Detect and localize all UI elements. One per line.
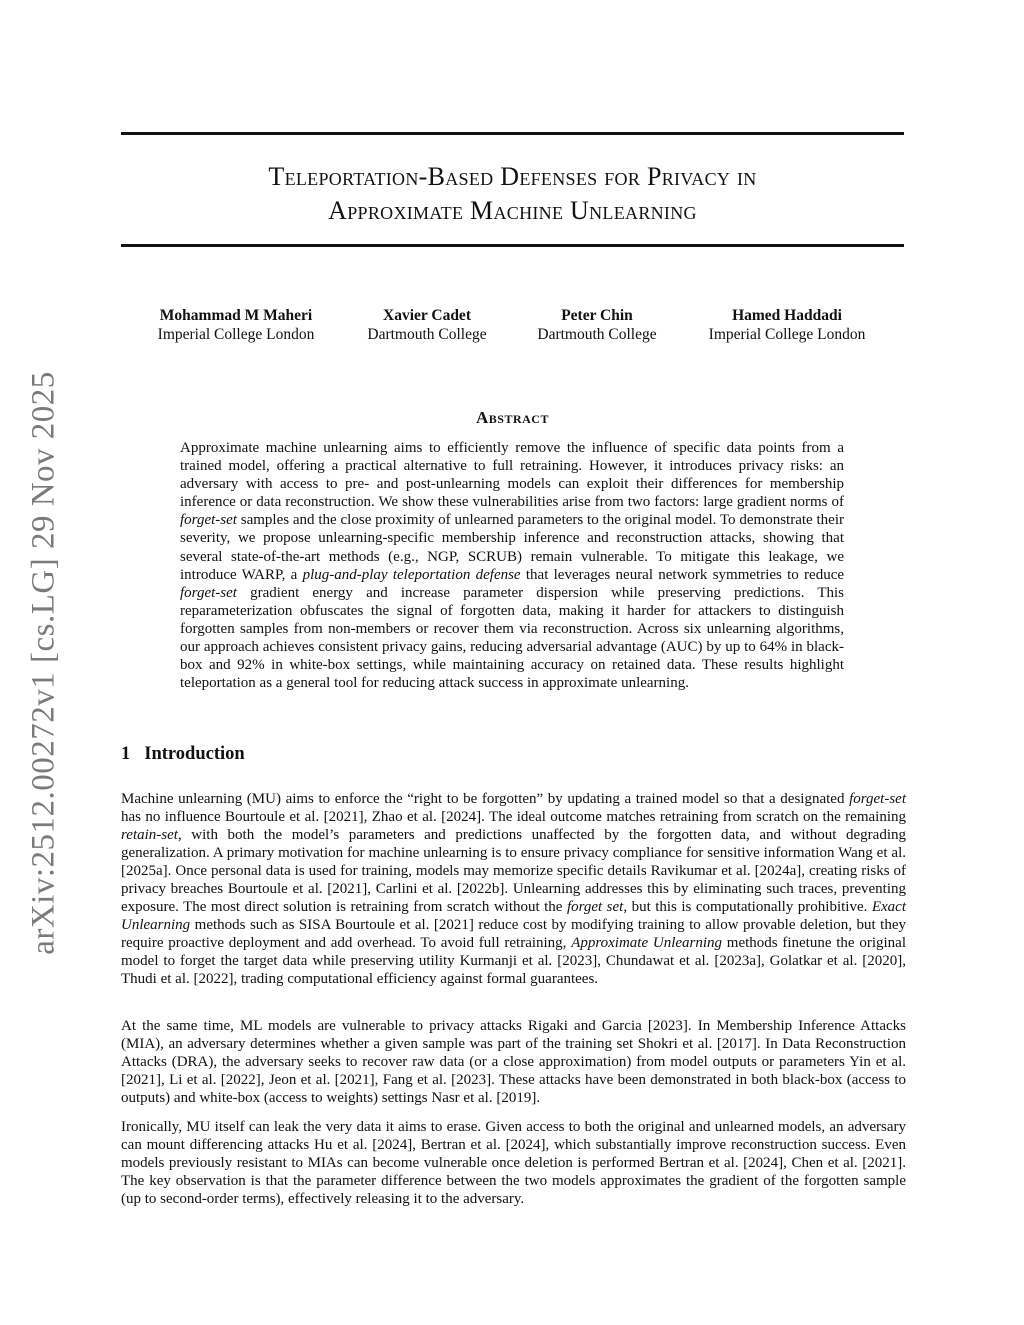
abstract-emphasis: plug-and-play teleportation defense <box>302 566 521 583</box>
paper-title <box>121 160 904 228</box>
abstract-body <box>180 439 844 692</box>
title-bottom-rule <box>121 244 904 247</box>
author-name: Hamed Haddadi <box>732 307 842 324</box>
para-emphasis: forget set <box>566 899 624 916</box>
abstract-emphasis: forget-set <box>180 512 237 529</box>
abstract-text: that leverages neural network symmetries to reduce <box>520 566 845 583</box>
author-4 <box>677 306 897 344</box>
abstract-text: gradient energy and increase parameter dispersion while preserving predictions. This reparameterization obfuscates the signal of forgotten data, making it harder for attackers to distinguish forgotten samples from non-members or recover them via reconstruction. Across six unlearning algorithms, our approach achieves consistent privacy gains, reducing adversarial advantage (AUC) by up to 64% in black-box and 92% in white-box settings, while maintaining accuracy on retained data. These results highlight teleportation as a general tool for reducing attack success in approximate unlearning. <box>180 584 844 692</box>
arxiv-stamp-text: arXiv:2512.00272v1 [cs.LG] 29 Nov 2025 <box>25 371 62 955</box>
intro-paragraph-2: At the same time, ML models are vulnerable to privacy attacks Rigaki and Garcia [2023]. In Membership Inference Attacks (MIA), an adversary determines whether a given sample was part of the training set Shokri et al. [2017]. In Data Reconstruction Attacks (DRA), the adversary seeks to recover raw data (or a close approximation) from model outputs or parameters Yin et al. [2021], Li et al. [2022], Jeon et al. [2021], Fang et al. [2023]. These attacks have been demonstrated in both black-box (access to outputs) and white-box (access to weights) settings Nasr et al. [2019]. <box>121 1018 906 1107</box>
author-name: Mohammad M Maheri <box>159 307 313 324</box>
title-top-rule <box>121 132 904 135</box>
abstract-text: samples and the close proximity of unlearned parameters to the original model. To demonstrate their severity, we propose unlearning-specific membership inference and reconstruction attacks, showing that several state-of-the-art methods (e.g., NGP, SCRUB) remain vulnerable. To mitigate this leakage, we introduce WARP, a <box>180 512 844 583</box>
author-name: Xavier Cadet <box>383 307 471 324</box>
para-text: Machine unlearning (MU) aims to enforce the “right to be forgotten” by updating a trained model so that a designated <box>121 791 850 807</box>
author-1 <box>126 306 346 344</box>
para-emphasis: retain-set <box>121 827 178 844</box>
para-text: has no influence Bourtoule et al. [2021], Zhao et al. [2024]. The ideal outcome matches retraining from scratch on the remaining <box>121 809 906 826</box>
para-emphasis: forget-set <box>849 791 906 807</box>
para-text: methods finetune the original model to forget the target data while preserving utility Kurmanji et al. [2023], Chundawat et al. [2023a], Golatkar et al. [2020], Thudi et al. [2022], trading computational efficiency against formal guarantees. <box>121 935 906 988</box>
para-text: , but this is computationally prohibitive. <box>623 899 872 916</box>
intro-paragraph-1 <box>121 790 906 989</box>
author-3 <box>487 306 707 344</box>
abstract-emphasis: forget-set <box>180 584 237 601</box>
author-affiliation: Dartmouth College <box>367 326 487 343</box>
author-name: Peter Chin <box>561 307 633 324</box>
abstract-heading: Abstract <box>476 408 549 427</box>
paper-title-line-2: Approximate Machine Unlearning <box>328 196 697 225</box>
para-emphasis: Exact Unlearning <box>121 899 907 934</box>
para-text: , with both the model’s parameters and predictions unaffected by the forgotten data, and without degrading generalization. A primary motivation for machine unlearning is to ensure privacy compliance for sensitive information Wang et al. [2025a]. Once personal data is used for training, models may memorize specific details Ravikumar et al. [2024a], creating risks of privacy breaches Bourtoule et al. [2021], Carlini et al. [2022b]. Unlearning addresses this by eliminating such traces, preventing exposure. The most direct solution is retraining from scratch without the <box>121 827 906 916</box>
section-title: Introduction <box>144 744 245 764</box>
author-affiliation: Imperial College London <box>708 326 866 343</box>
paper-title-line-1: Teleportation-Based Defenses for Privacy in <box>268 162 757 191</box>
section-heading-introduction <box>121 744 245 765</box>
abstract-text: Approximate machine unlearning aims to efficiently remove the influence of specific data points from a trained model, offering a practical alternative to full retraining. However, it introduces privacy risks: an adversary with access to pre- and post-unlearning models can exploit their differences for membership inference or data reconstruction. We show these vulnerabilities arise from two factors: large gradient norms of <box>180 440 844 511</box>
author-affiliation: Imperial College London <box>157 326 315 343</box>
section-number: 1 <box>121 744 131 764</box>
author-affiliation: Dartmouth College <box>537 326 657 343</box>
intro-paragraph-3: Ironically, MU itself can leak the very data it aims to erase. Given access to both the original and unlearned models, an adversary can mount differencing attacks Hu et al. [2024], Bertran et al. [2024], which substantially improve reconstruction success. Even models previously resistant to MIAs can become vulnerable once deletion is performed Bertran et al. [2024], Chen et al. [2021]. The key observation is that the parameter difference between the two models approximates the gradient of the forgotten sample (up to second-order terms), effectively releasing it to the adversary. <box>121 1119 906 1208</box>
para-emphasis: Approximate Unlearning <box>571 935 723 952</box>
para-text: methods such as SISA Bourtoule et al. [2021] reduce cost by modifying training to allow provable deletion, but they require proactive deployment and add overhead. To avoid full retraining, <box>121 917 906 952</box>
